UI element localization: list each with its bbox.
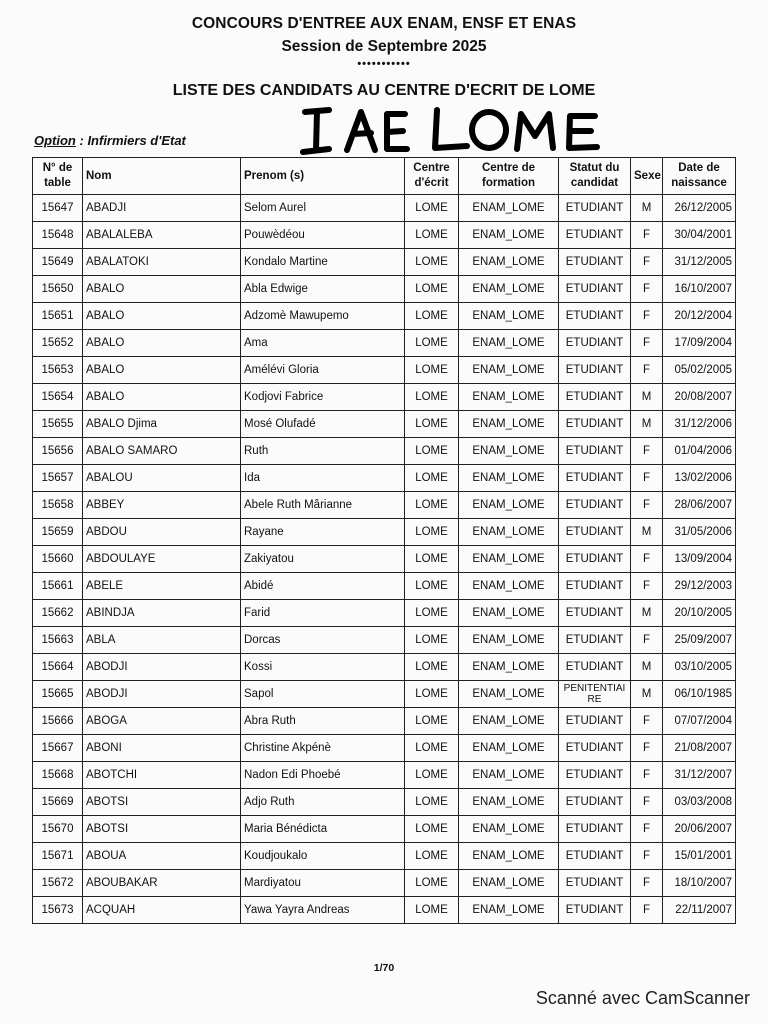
table-cell-statut: ETUDIANT — [559, 330, 631, 357]
table-cell-sexe: F — [631, 249, 663, 276]
table-cell-nom: ABALALEBA — [83, 222, 241, 249]
table-cell-date: 07/07/2004 — [663, 708, 736, 735]
table-cell-sexe: F — [631, 816, 663, 843]
table-cell-date: 22/11/2007 — [663, 897, 736, 924]
scanner-watermark: Scanné avec CamScanner — [535, 988, 750, 1008]
table-cell-num: 15651 — [33, 303, 83, 330]
table-row — [33, 384, 736, 411]
table-cell-date: 13/02/2006 — [663, 465, 736, 492]
table-cell-prenom: Dorcas — [241, 627, 405, 654]
table-cell-centre-ecrit: LOME — [405, 681, 459, 708]
table-row — [33, 492, 736, 519]
table-cell-statut: ETUDIANT — [559, 465, 631, 492]
table-cell-num: 15657 — [33, 465, 83, 492]
table-cell-sexe: F — [631, 843, 663, 870]
table-cell-sexe: F — [631, 870, 663, 897]
table-cell-prenom: Nadon Edi Phoebé — [241, 762, 405, 789]
table-cell-date: 05/02/2005 — [663, 357, 736, 384]
table-cell-num: 15672 — [33, 870, 83, 897]
option-line — [34, 133, 186, 148]
col-header-statut: Statut du candidat — [559, 158, 631, 195]
table-cell-prenom: Adzomè Mawupemo — [241, 303, 405, 330]
table-cell-nom: ABOTCHI — [83, 762, 241, 789]
table-row — [33, 330, 736, 357]
table-cell-statut: ETUDIANT — [559, 573, 631, 600]
table-cell-nom: ABALO — [83, 303, 241, 330]
table-cell-nom: ABALO — [83, 357, 241, 384]
table-cell-centre-formation: ENAM_LOME — [459, 600, 559, 627]
table-row — [33, 843, 736, 870]
table-cell-statut: ETUDIANT — [559, 357, 631, 384]
table-cell-statut: ETUDIANT — [559, 762, 631, 789]
table-cell-centre-ecrit: LOME — [405, 519, 459, 546]
table-cell-centre-formation: ENAM_LOME — [459, 195, 559, 222]
table-cell-centre-ecrit: LOME — [405, 492, 459, 519]
table-cell-sexe: F — [631, 627, 663, 654]
table-row — [33, 762, 736, 789]
table-cell-num: 15659 — [33, 519, 83, 546]
table-cell-centre-formation: ENAM_LOME — [459, 654, 559, 681]
table-cell-nom: ABONI — [83, 735, 241, 762]
table-cell-num: 15664 — [33, 654, 83, 681]
table-cell-centre-formation: ENAM_LOME — [459, 519, 559, 546]
table-cell-centre-formation: ENAM_LOME — [459, 411, 559, 438]
table-cell-centre-formation: ENAM_LOME — [459, 762, 559, 789]
table-cell-centre-formation: ENAM_LOME — [459, 330, 559, 357]
table-row — [33, 681, 736, 708]
table-cell-date: 31/12/2006 — [663, 411, 736, 438]
table-cell-sexe: F — [631, 708, 663, 735]
table-cell-sexe: M — [631, 384, 663, 411]
table-cell-nom: ABALO — [83, 276, 241, 303]
table-cell-statut: ETUDIANT — [559, 789, 631, 816]
table-cell-prenom: Kondalo Martine — [241, 249, 405, 276]
table-cell-statut: ETUDIANT — [559, 897, 631, 924]
table-cell-nom: ABALO Djima — [83, 411, 241, 438]
table-row — [33, 276, 736, 303]
table-cell-num: 15667 — [33, 735, 83, 762]
table-row — [33, 789, 736, 816]
table-cell-sexe: M — [631, 411, 663, 438]
table-cell-num: 15660 — [33, 546, 83, 573]
table-cell-centre-formation: ENAM_LOME — [459, 870, 559, 897]
table-cell-num: 15654 — [33, 384, 83, 411]
table-cell-num: 15673 — [33, 897, 83, 924]
table-cell-centre-formation: ENAM_LOME — [459, 627, 559, 654]
table-cell-date: 31/12/2005 — [663, 249, 736, 276]
table-cell-centre-formation: ENAM_LOME — [459, 492, 559, 519]
table-cell-statut: ETUDIANT — [559, 816, 631, 843]
table-row — [33, 249, 736, 276]
table-cell-nom: ABOUBAKAR — [83, 870, 241, 897]
table-cell-nom: ABALO — [83, 330, 241, 357]
table-cell-num: 15648 — [33, 222, 83, 249]
table-cell-nom: ABOGA — [83, 708, 241, 735]
table-cell-centre-ecrit: LOME — [405, 303, 459, 330]
table-cell-nom: ABADJI — [83, 195, 241, 222]
table-cell-num: 15661 — [33, 573, 83, 600]
table-cell-prenom: Abla Edwige — [241, 276, 405, 303]
table-cell-sexe: F — [631, 735, 663, 762]
table-cell-sexe: M — [631, 654, 663, 681]
table-cell-statut: ETUDIANT — [559, 843, 631, 870]
table-cell-date: 28/06/2007 — [663, 492, 736, 519]
table-row — [33, 870, 736, 897]
table-cell-statut: ETUDIANT — [559, 303, 631, 330]
table-cell-statut: ETUDIANT — [559, 870, 631, 897]
table-cell-num: 15655 — [33, 411, 83, 438]
table-body — [33, 195, 736, 924]
table-cell-prenom: Rayane — [241, 519, 405, 546]
table-cell-statut: ETUDIANT — [559, 519, 631, 546]
table-cell-prenom: Amélévi Gloria — [241, 357, 405, 384]
table-cell-statut: ETUDIANT — [559, 735, 631, 762]
table-cell-prenom: Pouwèdéou — [241, 222, 405, 249]
table-cell-sexe: F — [631, 762, 663, 789]
table-cell-centre-formation: ENAM_LOME — [459, 357, 559, 384]
table-cell-date: 13/09/2004 — [663, 546, 736, 573]
table-cell-num: 15666 — [33, 708, 83, 735]
table-cell-prenom: Maria Bénédicta — [241, 816, 405, 843]
option-value: : Infirmiers d'Etat — [75, 133, 186, 148]
table-cell-centre-ecrit: LOME — [405, 573, 459, 600]
table-cell-centre-formation: ENAM_LOME — [459, 789, 559, 816]
table-cell-prenom: Selom Aurel — [241, 195, 405, 222]
table-cell-sexe: F — [631, 303, 663, 330]
table-cell-prenom: Ruth — [241, 438, 405, 465]
table-cell-num: 15653 — [33, 357, 83, 384]
table-cell-prenom: Farid — [241, 600, 405, 627]
table-row — [33, 897, 736, 924]
table-row — [33, 627, 736, 654]
table-cell-nom: ABALO SAMARO — [83, 438, 241, 465]
table-cell-nom: ABDOULAYE — [83, 546, 241, 573]
col-header-centre-ecrit: Centre d'écrit — [405, 158, 459, 195]
table-row — [33, 411, 736, 438]
table-cell-statut: ETUDIANT — [559, 222, 631, 249]
table-cell-statut: ETUDIANT — [559, 411, 631, 438]
table-cell-centre-ecrit: LOME — [405, 654, 459, 681]
table-row — [33, 465, 736, 492]
table-cell-nom: ABODJI — [83, 654, 241, 681]
table-cell-centre-formation: ENAM_LOME — [459, 249, 559, 276]
table-cell-prenom: Zakiyatou — [241, 546, 405, 573]
table-cell-centre-formation: ENAM_LOME — [459, 573, 559, 600]
table-cell-statut: ETUDIANT — [559, 276, 631, 303]
table-row — [33, 195, 736, 222]
table-cell-centre-ecrit: LOME — [405, 222, 459, 249]
table-cell-centre-formation: ENAM_LOME — [459, 303, 559, 330]
table-cell-sexe: M — [631, 519, 663, 546]
handwritten-annotation — [295, 102, 615, 158]
table-cell-date: 25/09/2007 — [663, 627, 736, 654]
table-cell-num: 15652 — [33, 330, 83, 357]
table-cell-date: 03/03/2008 — [663, 789, 736, 816]
table-cell-centre-formation: ENAM_LOME — [459, 546, 559, 573]
table-cell-date: 30/04/2001 — [663, 222, 736, 249]
table-cell-centre-ecrit: LOME — [405, 357, 459, 384]
table-cell-nom: ABELE — [83, 573, 241, 600]
table-cell-prenom: Abele Ruth Mârianne — [241, 492, 405, 519]
table-cell-sexe: M — [631, 681, 663, 708]
table-cell-sexe: F — [631, 438, 663, 465]
table-cell-statut: ETUDIANT — [559, 546, 631, 573]
document-title: CONCOURS D'ENTREE AUX ENAM, ENSF ET ENAS — [191, 15, 577, 32]
table-cell-centre-ecrit: LOME — [405, 249, 459, 276]
table-cell-centre-formation: ENAM_LOME — [459, 276, 559, 303]
table-cell-sexe: F — [631, 897, 663, 924]
table-row — [33, 438, 736, 465]
table-cell-num: 15665 — [33, 681, 83, 708]
table-row — [33, 546, 736, 573]
table-cell-centre-formation: ENAM_LOME — [459, 735, 559, 762]
table-cell-prenom: Ida — [241, 465, 405, 492]
table-cell-centre-formation: ENAM_LOME — [459, 222, 559, 249]
table-cell-num: 15662 — [33, 600, 83, 627]
table-cell-prenom: Koudjoukalo — [241, 843, 405, 870]
table-cell-statut: ETUDIANT — [559, 384, 631, 411]
table-cell-nom: ABODJI — [83, 681, 241, 708]
table-cell-date: 06/10/1985 — [663, 681, 736, 708]
table-cell-sexe: M — [631, 195, 663, 222]
table-cell-date: 15/01/2001 — [663, 843, 736, 870]
table-cell-centre-ecrit: LOME — [405, 195, 459, 222]
table-cell-sexe: F — [631, 357, 663, 384]
table-cell-statut: ETUDIANT — [559, 627, 631, 654]
table-cell-centre-ecrit: LOME — [405, 762, 459, 789]
col-header-date: Date de naissance — [663, 158, 736, 195]
table-cell-num: 15658 — [33, 492, 83, 519]
table-row — [33, 816, 736, 843]
table-cell-num: 15668 — [33, 762, 83, 789]
table-cell-prenom: Ama — [241, 330, 405, 357]
table-cell-nom: ABOTSI — [83, 816, 241, 843]
table-row — [33, 735, 736, 762]
table-cell-centre-ecrit: LOME — [405, 627, 459, 654]
table-cell-prenom: Adjo Ruth — [241, 789, 405, 816]
table-cell-centre-ecrit: LOME — [405, 870, 459, 897]
table-cell-centre-ecrit: LOME — [405, 276, 459, 303]
table-cell-prenom: Abra Ruth — [241, 708, 405, 735]
table-cell-date: 20/10/2005 — [663, 600, 736, 627]
table-cell-nom: ABBEY — [83, 492, 241, 519]
table-cell-centre-formation: ENAM_LOME — [459, 681, 559, 708]
table-cell-nom: ABINDJA — [83, 600, 241, 627]
list-title: LISTE DES CANDIDATS AU CENTRE D'ECRIT DE LOME — [172, 82, 596, 99]
table-cell-num: 15670 — [33, 816, 83, 843]
table-row — [33, 654, 736, 681]
table-row — [33, 222, 736, 249]
table-header-row — [33, 158, 736, 195]
table-cell-centre-formation: ENAM_LOME — [459, 465, 559, 492]
table-cell-date: 18/10/2007 — [663, 870, 736, 897]
table-cell-prenom: Christine Akpénè — [241, 735, 405, 762]
table-cell-statut: ETUDIANT — [559, 195, 631, 222]
table-cell-sexe: F — [631, 330, 663, 357]
table-cell-sexe: F — [631, 546, 663, 573]
table-cell-centre-ecrit: LOME — [405, 843, 459, 870]
table-cell-prenom: Yawa Yayra Andreas — [241, 897, 405, 924]
session-label: Session de Septembre 2025 — [281, 38, 487, 55]
table-cell-num: 15656 — [33, 438, 83, 465]
table-row — [33, 357, 736, 384]
table-cell-statut: ETUDIANT — [559, 708, 631, 735]
option-label: Option — [34, 133, 76, 148]
table-cell-centre-ecrit: LOME — [405, 330, 459, 357]
table-cell-centre-ecrit: LOME — [405, 438, 459, 465]
table-cell-centre-formation: ENAM_LOME — [459, 897, 559, 924]
page-number: 1/70 — [373, 962, 395, 974]
table-cell-statut: ETUDIANT — [559, 438, 631, 465]
table-cell-prenom: Abidé — [241, 573, 405, 600]
table-cell-num: 15669 — [33, 789, 83, 816]
table-cell-centre-formation: ENAM_LOME — [459, 816, 559, 843]
table-cell-nom: ABALOU — [83, 465, 241, 492]
table-cell-sexe: F — [631, 465, 663, 492]
table-cell-date: 29/12/2003 — [663, 573, 736, 600]
col-header-num: N° de table — [33, 158, 83, 195]
col-header-nom: Nom — [83, 158, 241, 195]
table-cell-centre-formation: ENAM_LOME — [459, 843, 559, 870]
table-cell-sexe: F — [631, 276, 663, 303]
table-cell-centre-ecrit: LOME — [405, 465, 459, 492]
table-cell-sexe: M — [631, 600, 663, 627]
table-cell-statut: PENITENTIAI RE — [559, 681, 631, 708]
table-cell-nom: ABOTSI — [83, 789, 241, 816]
table-cell-centre-ecrit: LOME — [405, 735, 459, 762]
table-cell-nom: ABALATOKI — [83, 249, 241, 276]
table-cell-num: 15671 — [33, 843, 83, 870]
table-row — [33, 708, 736, 735]
table-cell-date: 01/04/2006 — [663, 438, 736, 465]
table-cell-prenom: Mosé Olufadé — [241, 411, 405, 438]
table-cell-centre-ecrit: LOME — [405, 816, 459, 843]
decorative-dots: ••••••••••• — [357, 58, 411, 70]
table-row — [33, 600, 736, 627]
col-header-sexe: Sexe — [631, 158, 663, 195]
col-header-centre-formation: Centre de formation — [459, 158, 559, 195]
table-cell-statut: ETUDIANT — [559, 600, 631, 627]
table-cell-prenom: Kossi — [241, 654, 405, 681]
table-cell-date: 20/12/2004 — [663, 303, 736, 330]
table-cell-date: 21/08/2007 — [663, 735, 736, 762]
table-cell-centre-ecrit: LOME — [405, 411, 459, 438]
table-cell-statut: ETUDIANT — [559, 492, 631, 519]
table-cell-nom: ACQUAH — [83, 897, 241, 924]
table-cell-nom: ABALO — [83, 384, 241, 411]
table-cell-date: 20/06/2007 — [663, 816, 736, 843]
table-cell-num: 15647 — [33, 195, 83, 222]
table-row — [33, 573, 736, 600]
table-cell-sexe: F — [631, 222, 663, 249]
table-cell-nom: ABOUA — [83, 843, 241, 870]
table-row — [33, 303, 736, 330]
table-cell-prenom: Mardiyatou — [241, 870, 405, 897]
table-cell-centre-formation: ENAM_LOME — [459, 384, 559, 411]
table-cell-sexe: F — [631, 789, 663, 816]
table-cell-centre-formation: ENAM_LOME — [459, 708, 559, 735]
table-cell-num: 15663 — [33, 627, 83, 654]
table-cell-date: 31/05/2006 — [663, 519, 736, 546]
table-cell-prenom: Sapol — [241, 681, 405, 708]
table-cell-centre-ecrit: LOME — [405, 708, 459, 735]
col-header-prenom: Prenom (s) — [241, 158, 405, 195]
table-cell-nom: ABDOU — [83, 519, 241, 546]
table-cell-centre-ecrit: LOME — [405, 897, 459, 924]
table-cell-date: 16/10/2007 — [663, 276, 736, 303]
table-cell-date: 20/08/2007 — [663, 384, 736, 411]
table-cell-centre-ecrit: LOME — [405, 789, 459, 816]
table-cell-centre-ecrit: LOME — [405, 546, 459, 573]
table-row — [33, 519, 736, 546]
table-cell-prenom: Kodjovi Fabrice — [241, 384, 405, 411]
table-cell-statut: ETUDIANT — [559, 654, 631, 681]
table-cell-nom: ABLA — [83, 627, 241, 654]
table-cell-date: 17/09/2004 — [663, 330, 736, 357]
table-cell-date: 03/10/2005 — [663, 654, 736, 681]
candidates-table — [32, 157, 736, 924]
table-cell-num: 15649 — [33, 249, 83, 276]
table-cell-centre-ecrit: LOME — [405, 384, 459, 411]
table-cell-centre-ecrit: LOME — [405, 600, 459, 627]
table-cell-sexe: F — [631, 492, 663, 519]
table-cell-date: 26/12/2005 — [663, 195, 736, 222]
table-cell-centre-formation: ENAM_LOME — [459, 438, 559, 465]
table-cell-num: 15650 — [33, 276, 83, 303]
table-cell-statut: ETUDIANT — [559, 249, 631, 276]
table-cell-date: 31/12/2007 — [663, 762, 736, 789]
table-cell-sexe: F — [631, 573, 663, 600]
